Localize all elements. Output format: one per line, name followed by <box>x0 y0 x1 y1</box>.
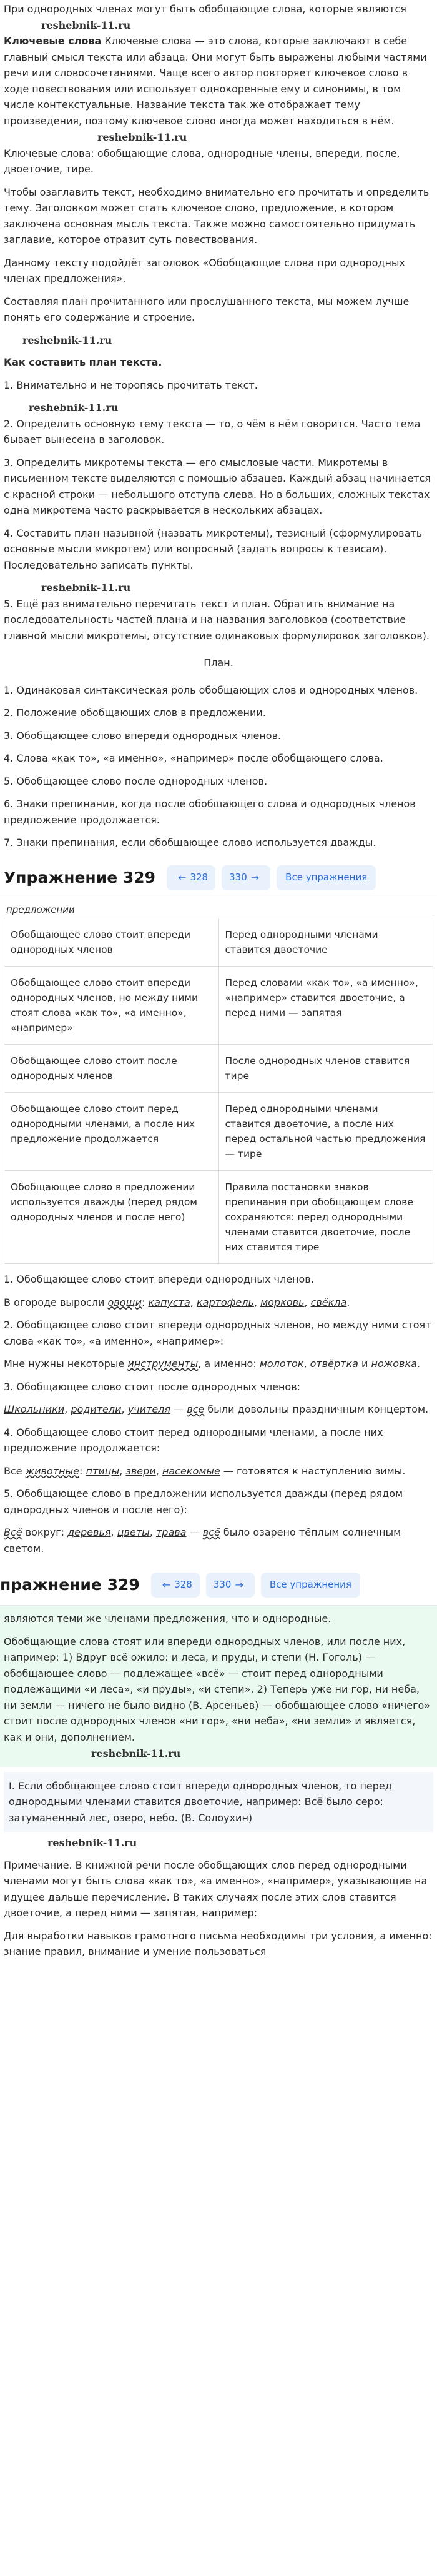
plan-title: План. <box>204 657 233 669</box>
next-exercise-button[interactable]: 330 → <box>206 1573 255 1598</box>
table-cell: Перед словами «как то», «а именно», «например» ставится двоеточие, а перед ними — запятая <box>219 967 433 1045</box>
table-cell: Обобщающее слово стоит после однородных членов <box>4 1045 219 1093</box>
example-5-sentence: Всё вокруг: деревья, цветы, трава — всё было озарено тёплым солнечным светом. <box>4 1526 401 1554</box>
intro-paragraph-3: Ключевые слова: обобщающие слова, однородные члены, впереди, после, двоеточие, тире. <box>4 147 400 175</box>
table-row <box>4 1171 433 1264</box>
howto-step-4: 4. Составить план назывной (назвать микротемы), тезисный (сформулировать основные мысли микротем) или вопросный (задать вопросы к тезисам). Последовательно записать пункты. <box>4 527 423 571</box>
answer-paragraph-5: Для выработки навыков грамотного письма необходимы три условия, а именно: знание правил, внимание и умение пользоваться <box>4 1929 432 1957</box>
intro-paragraph-1: При однородных членах могут быть обобщающие слова, которые являются <box>4 3 406 15</box>
table-cell: Обобщающее слово в предложении используется дважды (перед рядом однородных членов и после него) <box>4 1171 219 1264</box>
plan-item-1: 1. Одинаковая синтаксическая роль обобщающих слов и однородных членов. <box>4 684 418 696</box>
answer-paragraph-3: I. Если обобщающее слово стоит впереди однородных членов, то перед однородными членами ставится двоеточие, например: Всё было серо: затуманенный лес, озеро, небо. (В. Солоухин) <box>4 1772 433 1833</box>
prev-exercise-button[interactable]: ← 328 <box>167 865 215 890</box>
example-2-heading: 2. Обобщающее слово стоит впереди однородных членов, но между ними стоят слова «как то», «а именно», «например»: <box>4 1319 431 1347</box>
prev-exercise-button[interactable]: ← 328 <box>151 1573 200 1598</box>
answer-section <box>0 1606 437 1767</box>
arrow-right-icon: → <box>250 871 260 883</box>
table-cell: Перед однородными членами ставится двоеточие, а после них перед остальной частью предложения — тире <box>219 1093 433 1171</box>
watermark: reshebnik-11.ru <box>47 1837 137 1849</box>
all-exercises-button[interactable]: Все упражнения <box>277 865 376 890</box>
table-section <box>0 898 437 1557</box>
plan-item-2: 2. Положение обобщающих слов в предложении. <box>4 707 266 719</box>
table-cell: Обобщающее слово стоит впереди однородных членов, но между ними стоят слова «как то», «а именно», «например» <box>4 967 219 1045</box>
example-5-heading: 5. Обобщающее слово в предложении используется дважды (перед рядом однородных членов и после него): <box>4 1488 403 1516</box>
howto-step-3: 3. Определить микротемы текста — его смысловые части. Микротемы в письменном тексте выделяются с помощью абзацев. Каждый абзац начинается с красной строки — небольшого отступа слева. Но в больших, сложных текстах одна микротема часто раскрывается в нескольких абзацах. <box>4 456 431 516</box>
howto-step-5: 5. Ещё раз внимательно перечитать текст и план. Обратить внимание на последовательность частей плана и на названия заголовков (соответствие главной мысли микротемы, отсутствие одинаковых формулировок заголовков). <box>4 597 430 642</box>
table-cell: Обобщающее слово стоит перед однородными членами, а после них предложение продолжается <box>4 1093 219 1171</box>
all-exercises-button[interactable]: Все упражнения <box>261 1573 360 1598</box>
watermark: reshebnik-11.ru <box>91 1748 181 1759</box>
table-row <box>4 918 433 967</box>
answer-section-2 <box>0 1767 437 1960</box>
watermark: reshebnik-11.ru <box>41 582 131 594</box>
plan-item-3: 3. Обобщающее слово впереди однородных членов. <box>4 729 282 742</box>
plan-item-7: 7. Знаки препинания, если обобщающее слово используется дважды. <box>4 837 376 848</box>
arrow-left-icon: ← <box>178 871 187 883</box>
exercise-title: Упражнение 329 <box>4 868 156 887</box>
example-4-heading: 4. Обобщающее слово стоит перед однородными членами, а после них предложение продолжается: <box>4 1426 383 1454</box>
answer-paragraph-2: Обобщающие слова стоят или впереди однородных членов, или после них, например: 1) Вдруг всё ожило: и леса, и пруды, и степи (Н. Гоголь) — обобщающее слово — подлежащее «всё» — стоит перед однородными подлежащими «и леса», «и пруды», «и степи». 2) Теперь уже ни гор, ни неба, ни земли — ничего не было видно (В. Арсеньев) — обобщающее слово «ничего» стоит после однородных членов «ни гор», «ни неба», «ни земли» и является, как и они, дополнением. <box>4 1635 431 1743</box>
table-top-fragment: предложении <box>6 903 75 915</box>
plan-item-4: 4. Слова «как то», «а именно», «например» после обобщающего слова. <box>4 752 383 764</box>
watermark: reshebnik-11.ru <box>22 334 112 346</box>
plan-item-6: 6. Знаки препинания, когда после обобщающего слова и однородных членов предложение продолжается. <box>4 798 416 826</box>
howto-step-2: 2. Определить основную тему текста — то, о чём в нём говорится. Часто тема бывает вынесена в заголовок. <box>4 417 421 445</box>
intro-paragraph-5: Данному тексту подойдёт заголовок «Обобщающие слова при однородных членах предложения». <box>4 256 405 284</box>
howto-heading: Как составить план текста. <box>4 356 162 368</box>
example-1-sentence: В огороде выросли овощи: капуста, картофель, морковь, свёкла. <box>4 1296 350 1308</box>
arrow-right-icon: → <box>235 1579 243 1591</box>
exercise-header <box>0 1565 437 1606</box>
example-1-heading: 1. Обобщающее слово стоит впереди однородных членов. <box>4 1273 314 1285</box>
example-4-sentence: Все животные: птицы, звери, насекомые — готовятся к наступлению зимы. <box>4 1465 406 1477</box>
table-row <box>4 1045 433 1093</box>
rules-table <box>4 918 433 1264</box>
example-3-sentence: Школьники, родители, учителя — все были довольны праздничным концертом. <box>4 1403 429 1415</box>
example-2-sentence: Мне нужны некоторые инструменты, а именно: молоток, отвёртка и ножовка. <box>4 1358 420 1370</box>
keywords-term: Ключевые слова <box>4 35 102 47</box>
plan-item-5: 5. Обобщающее слово после однородных членов. <box>4 775 268 787</box>
table-row <box>4 967 433 1045</box>
intro-paragraph-6: Составляя план прочитанного или прослушанного текста, мы можем лучше понять его содержание и строение. <box>4 295 410 323</box>
bottom-fade <box>0 2539 437 2576</box>
answer-paragraph-1: являются теми же членами предложения, что и однородные. <box>4 1613 331 1624</box>
example-3-heading: 3. Обобщающее слово стоит после однородных членов: <box>4 1380 301 1393</box>
exercise-header <box>0 858 437 898</box>
howto-step-1: 1. Внимательно и не торопясь прочитать текст. <box>4 379 258 391</box>
table-row <box>4 1093 433 1171</box>
watermark: reshebnik-11.ru <box>29 402 119 414</box>
intro-section <box>0 0 437 851</box>
intro-paragraph-2: Ключевые слова Ключевые слова — это слова, которые заключают в себе главный смысл текста или абзаца. Они могут быть выражены любыми частями речи или словосочетаниями. Чаще всего автор повторяет ключевое слово в ходе повествования или использует однокоренные ему и синонимы, в том числе контекстуальные. Название текста так же отображает тему произведения, поэтому ключевое слово иногда может находиться в нём. <box>4 35 427 127</box>
table-cell: Правила постановки знаков препинания при обобщающем слове сохраняются: перед однородными членами ставится двоеточие, после них ставится тире <box>219 1171 433 1264</box>
intro-paragraph-4: Чтобы озаглавить текст, необходимо внимательно его прочитать и определить тему. Заголовком может стать ключевое слово, предложение, в котором заключена основная мысль текста. Также можно самостоятельно придумать заглавие, которое отразит суть повествования. <box>4 186 430 246</box>
table-cell: Обобщающее слово стоит впереди однородных членов <box>4 918 219 967</box>
watermark: reshebnik-11.ru <box>41 19 131 31</box>
next-exercise-button[interactable]: 330 → <box>222 865 270 890</box>
exercise-title: пражнение 329 <box>0 1576 140 1594</box>
table-cell: Перед однородными членами ставится двоеточие <box>219 918 433 967</box>
table-cell: После однородных членов ставится тире <box>219 1045 433 1093</box>
watermark: reshebnik-11.ru <box>97 131 187 143</box>
answer-paragraph-4: Примечание. В книжной речи после обобщающих слов перед однородными членами могут быть слова «как то», «а именно», «например», указывающие на идущее дальше перечисление. В таких случаях после этих слов ставится двоеточие, а перед ними — запятая, например: <box>4 1859 428 1919</box>
arrow-left-icon: ← <box>162 1579 171 1591</box>
